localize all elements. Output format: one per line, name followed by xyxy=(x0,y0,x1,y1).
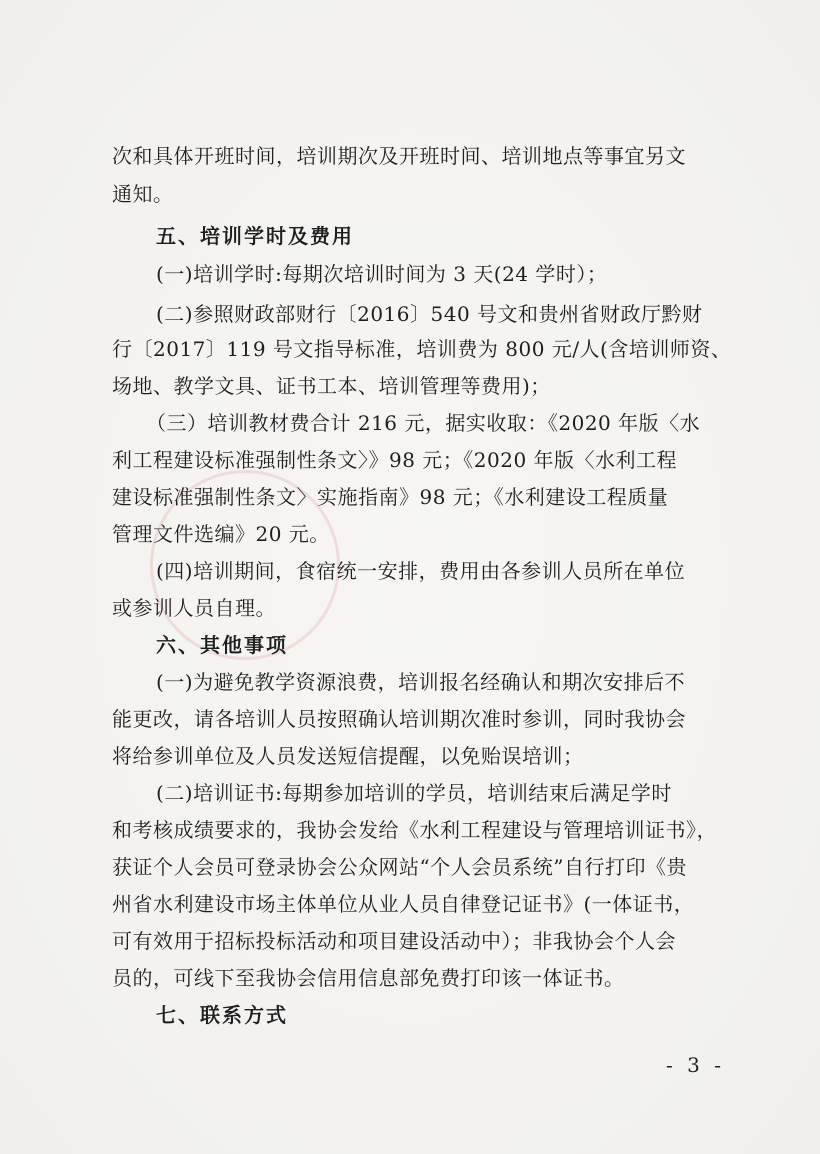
paragraph-line: 利工程建设标准强制性条文〉》98 元；《2020 年版〈水利工程 xyxy=(112,448,678,472)
paragraph-line: (二)参照财政部财行〔2016〕540 号文和贵州省财政厅黔财 xyxy=(156,302,703,326)
paragraph-line: 管理文件选编》20 元。 xyxy=(112,522,330,546)
paragraph-line: 次和具体开班时间，培训期次及开班时间、培训地点等事宜另文 xyxy=(112,144,686,168)
paragraph-line: 行〔2017〕119 号文指导标准，培训费为 800 元/人(含培训师资、 xyxy=(112,337,732,361)
paragraph-line: （三）培训教材费合计 216 元，据实收取：《2020 年版〈水 xyxy=(146,411,701,435)
paragraph-line: 场地、教学文具、证书工本、培训管理等费用)； xyxy=(112,374,551,398)
paragraph-line: (一)培训学时:每期次培训时间为 3 天(24 学时）； xyxy=(156,262,608,286)
section-heading-six: 六、其他事项 xyxy=(156,633,288,657)
paragraph-line: 将给参训单位及人员发送短信提醒，以免贻误培训； xyxy=(112,744,584,768)
section-heading-five: 五、培训学时及费用 xyxy=(156,224,354,248)
paragraph-line: 建设标准强制性条文〉实施指南》98 元；《水利建设工程质量 xyxy=(112,485,669,509)
paragraph-line: 州省水利建设市场主体单位从业人员自律登记证书》(一体证书， xyxy=(112,892,695,916)
paragraph-line: 或参训人员自理。 xyxy=(112,596,276,620)
page-number: - 3 - xyxy=(666,1053,725,1077)
paragraph-line: 和考核成绩要求的，我协会发给《水利工程建设与管理培训证书》， xyxy=(112,818,717,842)
paragraph-line: (一)为避免教学资源浪费，培训报名经确认和期次安排后不 xyxy=(156,670,686,694)
paragraph-line: (二)培训证书:每期参加培训的学员，培训结束后满足学时 xyxy=(156,781,672,805)
paragraph-line: 获证个人会员可登录协会公众网站“个人会员系统”自行打印《贵 xyxy=(112,855,687,879)
paragraph-line: (四)培训期间，食宿统一安排，费用由各参训人员所在单位 xyxy=(156,559,686,583)
paragraph-line: 员的，可线下至我协会信用信息部免费打印该一体证书。 xyxy=(112,966,625,990)
section-heading-seven: 七、联系方式 xyxy=(156,1003,288,1027)
paragraph-line: 可有效用于招标投标活动和项目建设活动中）；非我协会个人会 xyxy=(112,929,676,953)
paragraph-line: 能更改，请各培训人员按照确认培训期次准时参训，同时我协会 xyxy=(112,707,686,731)
paragraph-line: 通知。 xyxy=(112,182,174,206)
